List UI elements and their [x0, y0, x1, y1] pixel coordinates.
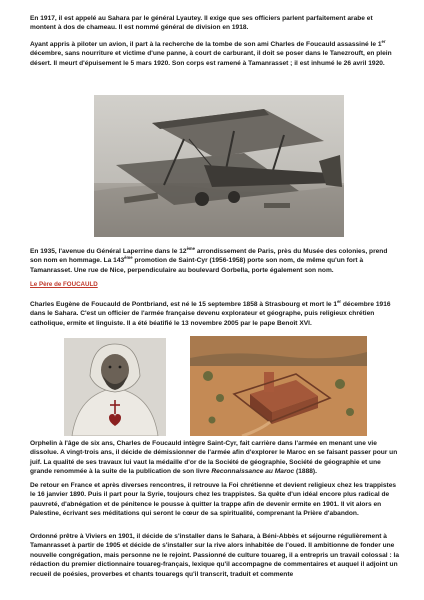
foucauld-portrait-photo: [64, 338, 166, 436]
paragraph-avion: Ayant appris à piloter un avion, il part à la recherche de la tombe de son ami Charles de Foucauld assassiné le 1er décembre, sans nourriture et victime d'une panne, à court de carburant, il doit se poser dans le Tanezrouft, en plein désert. Il meurt d'épuisement le 5 mars 1920. Son corps est ramené à Tamanrasset ; il est inhumé le 26 avril 1920.: [30, 38, 392, 67]
biplane-photo: [94, 95, 344, 237]
paragraph-lyautey: En 1917, il est appelé au Sahara par le général Lyautey. Il exige que ses officiers parlent parfaitement arabe et montent à dos de chameau. Il est nommé général de division en 1918.: [30, 15, 373, 32]
paragraph-ordonne-pretre: Ordonné prêtre à Viviers en 1901, il décide de s'installer dans le Sahara, à Béni-Abbès et séjourne régulièrement à Tamanrasset à partir de 1905 et décide de s'installer sur la rive alors inhabitée de l'oued. Il ambitionne de fonder une nouvelle congrégation, mais personne ne le rejoint. Passionné de culture touareg, il a entrepris un travail colossal : la rédaction du premier dictionnaire touareg-français, lexique qu'il accompagne de commentaires et auquel il adjoint un recueil de poésies, proverbes et chants touaregs qu'il transcrit, traduit et commente: [30, 533, 399, 578]
paragraph-foucauld-intro: Charles Eugène de Foucauld de Pontbriand, est né le 15 septembre 1858 à Strasbourg et mort le 1er décembre 1916 dans le Sahara. C'est un officier de l'armée française devenu explorateur et géographe, puis religieux chrétien catholique, ermite et linguiste. Il a été béatifié le 13 novembre 2005 par le pape Benoît XVI.: [30, 298, 391, 327]
paragraph-orphelin: Orphelin à l'âge de six ans, Charles de Foucauld intègre Saint-Cyr, fait carrière dans l'armée en menant une vie dissolue. A vingt-trois ans, il décide de démissionner de l'armée afin d'explorer le Maroc en se faisant passer pour un juif. La qualité de ses travaux lui vaut la médaille d'or de la Société de géographie, Société de géographie et une grande renommée à la suite de la publication de son livre Reconnaissance au Maroc (1888).: [30, 440, 398, 476]
hermitage-aerial-photo: [190, 336, 367, 436]
paragraph-avenue-laperrine: En 1935, l'avenue du Général Laperrine dans le 12ème arrondissement de Paris, près du Musée des colonies, prend son nom en hommage. La 143ème promotion de Saint-Cyr (1956-1958) porte son nom, de même qu'un fort à Tamanrasset. Une rue de Nice, perpendiculaire au boulevard Gorbella, porte également son nom.: [30, 245, 388, 274]
paragraph-retour-france: De retour en France et après diverses rencontres, il retrouve la Foi chrétienne et devient religieux chez les trappistes le 16 janvier 1890. Puis il part pour la Syrie, toujours chez les trappistes. Sa quête d'un idéal encore plus radical de pauvreté, d'abnégation et de pénitence le pousse à quitter la trappe afin de devenir ermite en 1901. Il vit alors en Palestine, écrivant ses méditations qui seront le cœur de sa spiritualité, comprenant la Prière d'abandon.: [30, 482, 397, 518]
section-heading-foucauld: Le Père de FOUCAULD: [30, 281, 98, 288]
